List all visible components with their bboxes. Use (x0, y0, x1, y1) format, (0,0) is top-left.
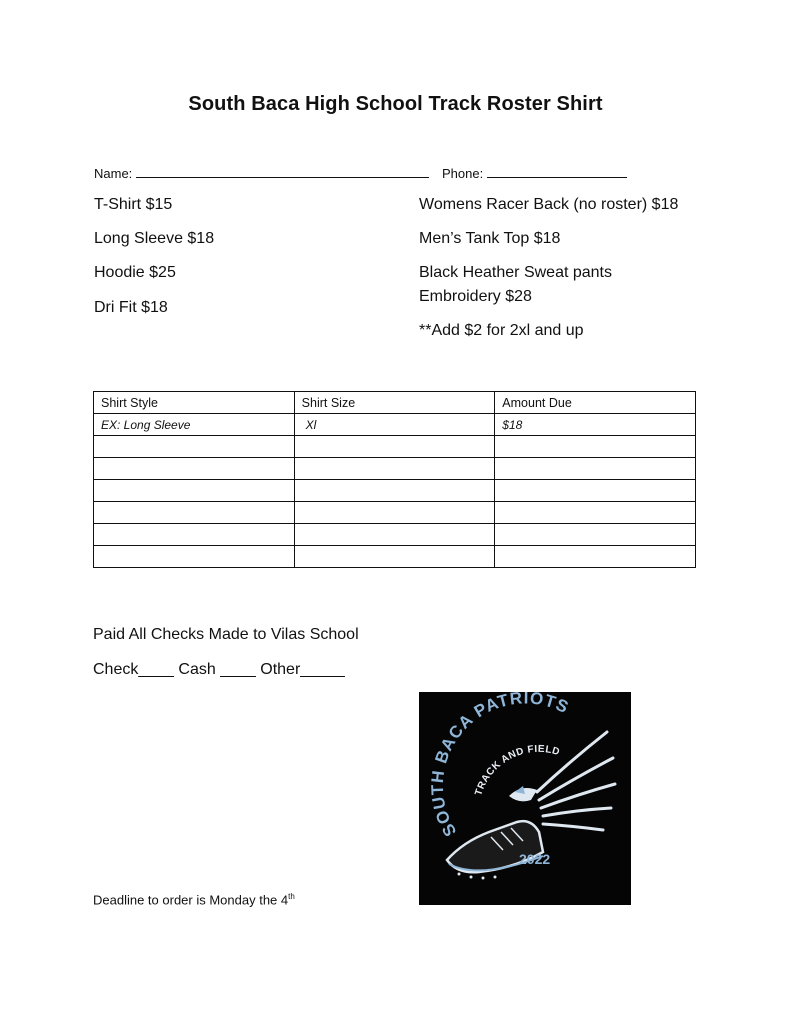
table-row[interactable] (94, 480, 696, 502)
price-embroidery: Embroidery $28 (419, 288, 532, 305)
example-size: Xl (294, 414, 495, 436)
table-header-row (94, 392, 696, 414)
logo-arc-textpath: SOUTH BACA PATRIOTS (427, 692, 573, 840)
price-sweat-pants: Black Heather Sweat pants (419, 264, 612, 281)
payment-instructions: Paid All Checks Made to Vilas School (93, 626, 359, 643)
track-logo (419, 692, 631, 905)
payment-other[interactable]: Other_____ (260, 661, 345, 678)
payment-check[interactable]: Check____ (93, 661, 174, 678)
cell-style[interactable] (94, 502, 295, 524)
header-amount-due: Amount Due (495, 392, 696, 414)
cell-size[interactable] (294, 480, 495, 502)
cell-amount[interactable] (495, 502, 696, 524)
price-tank-top: Men’s Tank Top $18 (419, 230, 561, 247)
payment-options (93, 661, 345, 679)
logo-year: 2022 (519, 851, 551, 867)
price-tshirt: T-Shirt $15 (94, 196, 173, 213)
example-amount: $18 (495, 414, 696, 436)
table-row[interactable] (94, 458, 696, 480)
table-row[interactable] (94, 436, 696, 458)
track-logo-art (419, 692, 631, 905)
header-shirt-style: Shirt Style (94, 392, 295, 414)
price-hoodie: Hoodie $25 (94, 264, 176, 281)
cell-style[interactable] (94, 458, 295, 480)
deadline-suffix: th (288, 892, 295, 901)
price-dri-fit: Dri Fit $18 (94, 299, 168, 316)
order-table (93, 391, 696, 568)
cell-amount[interactable] (495, 524, 696, 546)
logo-sub-textpath: TRACK AND FIELD (473, 743, 562, 798)
payment-cash[interactable]: Cash ____ (178, 661, 256, 678)
phone-blank-line[interactable] (487, 165, 627, 178)
cell-amount[interactable] (495, 480, 696, 502)
cell-style[interactable] (94, 546, 295, 568)
page-title: South Baca High School Track Roster Shirt (188, 93, 603, 115)
price-racer-back: Womens Racer Back (no roster) $18 (419, 196, 679, 213)
header-shirt-size: Shirt Size (294, 392, 495, 414)
deadline-note (93, 892, 295, 907)
logo-sub-text (473, 744, 561, 797)
name-field[interactable] (94, 165, 429, 181)
cell-size[interactable] (294, 502, 495, 524)
patriot-head-icon (509, 786, 537, 801)
example-style: EX: Long Sleeve (94, 414, 295, 436)
name-label: Name: (94, 166, 133, 181)
price-long-sleeve: Long Sleeve $18 (94, 230, 215, 247)
cell-amount[interactable] (495, 458, 696, 480)
deadline-text: Deadline to order is Monday the 4 (93, 892, 289, 908)
table-row-example (94, 414, 696, 436)
cell-size[interactable] (294, 436, 495, 458)
table-row[interactable] (94, 524, 696, 546)
phone-field[interactable] (442, 165, 627, 181)
cell-amount[interactable] (495, 546, 696, 568)
cell-style[interactable] (94, 524, 295, 546)
phone-label: Phone: (442, 166, 484, 181)
cell-size[interactable] (294, 458, 495, 480)
cell-size[interactable] (294, 524, 495, 546)
cell-size[interactable] (294, 546, 495, 568)
name-blank-line[interactable] (136, 165, 429, 178)
cell-style[interactable] (94, 480, 295, 502)
table-row[interactable] (94, 546, 696, 568)
price-note-2xl: **Add $2 for 2xl and up (419, 322, 584, 339)
table-row[interactable] (94, 502, 696, 524)
cell-amount[interactable] (495, 436, 696, 458)
cell-style[interactable] (94, 436, 295, 458)
